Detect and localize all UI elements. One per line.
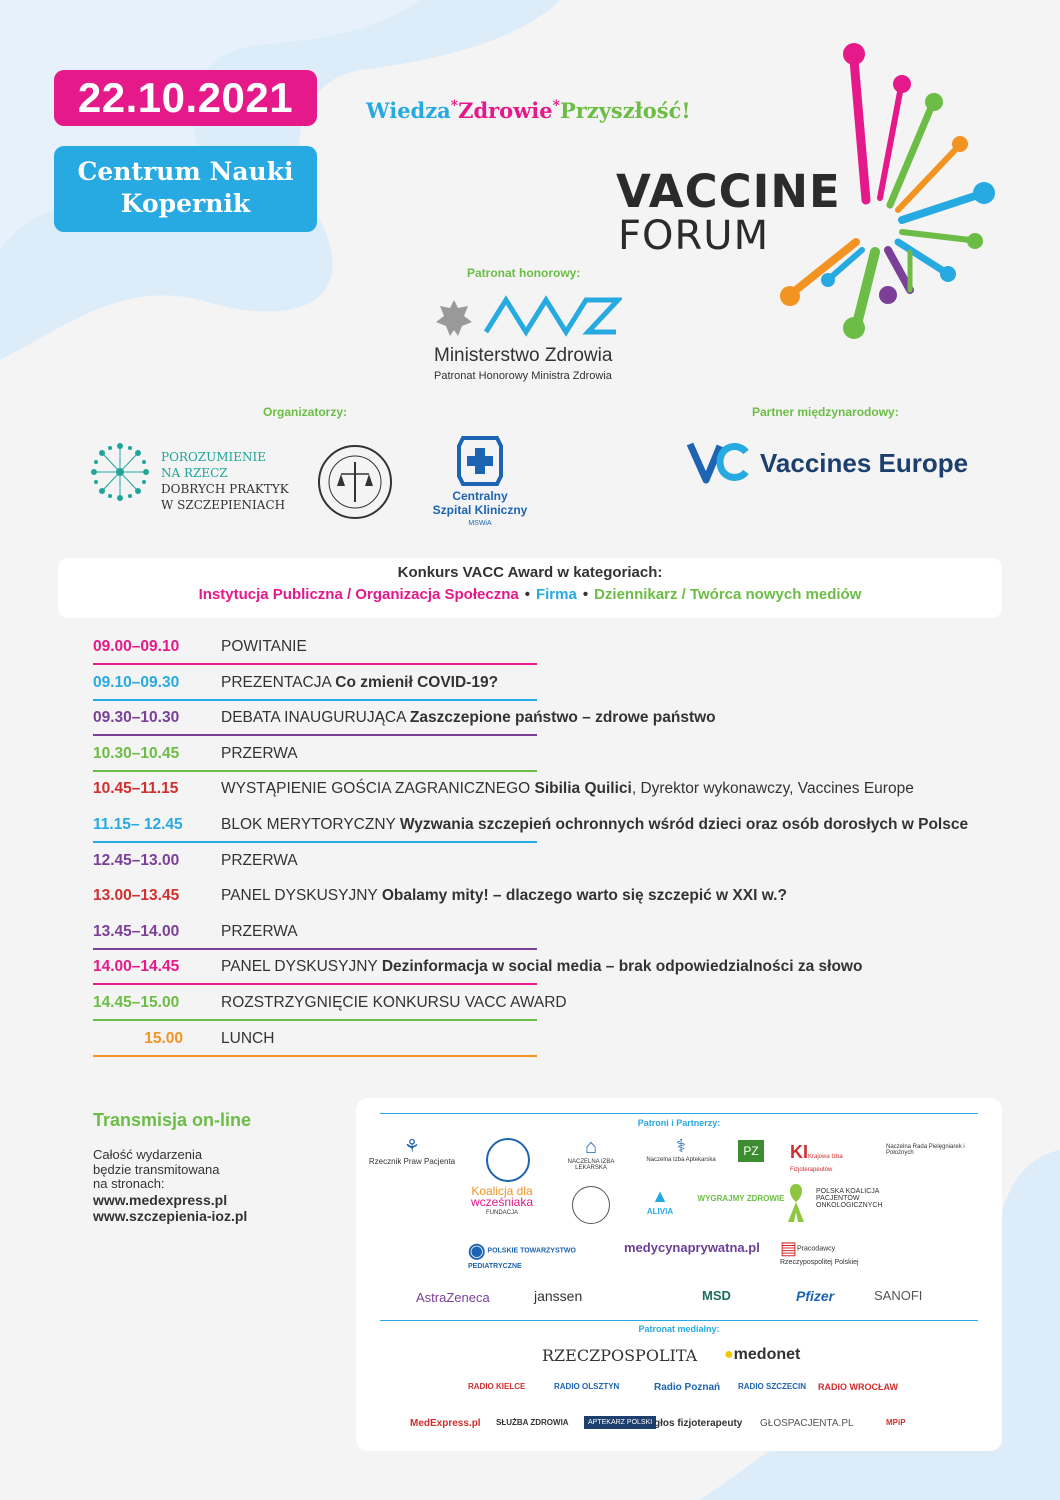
patronage-heading: Patronat honorowy:: [467, 266, 581, 280]
agenda-description: [221, 994, 567, 1012]
event-date: 22.10.2021: [54, 70, 317, 126]
agenda-time: 09.10–09.30: [93, 673, 180, 691]
transmission-line-1: Całość wydarzenia: [93, 1147, 203, 1162]
transmission-title: Transmisja on-line: [93, 1110, 252, 1130]
agenda-label: PANEL DYSKUSYJNY: [221, 887, 382, 905]
partner-logo-nil: [566, 1136, 616, 1171]
partner-logo-wygrajmy: WYGRAJMY ZDROWIE: [697, 1194, 785, 1203]
award-box: [58, 558, 1002, 618]
media-radio-wroclaw: RADIO WROCŁAW: [818, 1382, 898, 1392]
agenda-label: LUNCH: [221, 1029, 275, 1047]
agenda-label: PREZENTACJA: [221, 673, 336, 691]
agenda-description: [221, 1030, 274, 1048]
transmission-text: [93, 1148, 247, 1224]
tagline-star: *: [450, 98, 459, 114]
koalicja-line-2: wcześniaka: [470, 1195, 534, 1209]
transmission-line-2: będzie transmitowana: [93, 1161, 220, 1177]
agenda-time: 15.00: [144, 1029, 183, 1047]
media-mpip: MPiP: [886, 1418, 906, 1427]
agenda-time: 10.30–10.45: [93, 744, 180, 762]
ministry-logo-icon: [482, 294, 622, 338]
media-radio-kielce: RADIO KIELCE: [468, 1382, 526, 1391]
partner-logo-pkpo: POLSKA KOALICJA PACJENTÓW ONKOLOGICZNYCH: [816, 1188, 883, 1209]
tagline-wiedza: Wiedza: [366, 98, 451, 123]
partner-nia-name: Naczelna Izba Aptekarska: [646, 1157, 716, 1163]
media-heading: Patronat medialny:: [638, 1324, 720, 1334]
partner-name: Vaccines Europe: [760, 448, 969, 478]
agenda-row: [93, 1022, 1013, 1058]
media-rzeczpospolita: RZECZPOSPOLITA: [542, 1346, 698, 1365]
building-icon: ⌂: [584, 1136, 598, 1158]
organizers-heading: Organizatorzy:: [263, 405, 348, 419]
agenda-row: [93, 915, 1013, 951]
agenda-label: POWITANIE: [221, 638, 307, 655]
transmission-link-1[interactable]: www.medexpress.pl: [93, 1191, 228, 1208]
agenda-time: 13.00–13.45: [93, 887, 180, 905]
award-separator: •: [582, 586, 589, 603]
partner-logo-nia: [646, 1136, 716, 1163]
agenda-row: [93, 879, 1013, 915]
tagline-zdrowie: Zdrowie: [458, 98, 553, 123]
partner-logo-koalicja: [464, 1186, 540, 1219]
caduceus-icon: ⚕: [676, 1136, 686, 1156]
alivia-icon: ▲: [651, 1186, 669, 1206]
ministry-name: Ministerstwo Zdrowia: [434, 345, 613, 366]
agenda-time: 14.00–14.45: [93, 958, 180, 976]
agenda-time: 11.15– 12.45: [93, 815, 183, 833]
venue-line-1: Centrum Nauki: [77, 157, 294, 186]
partner-kif-name: Krajowa Izba Fizjoterapeutów: [790, 1154, 843, 1173]
agenda-bold: Zaszczepione państwo – zdrowe państwo: [409, 709, 716, 727]
transmission-line-3: na stronach:: [93, 1176, 165, 1191]
nil-seal-icon: [486, 1138, 530, 1182]
agenda-label: PRZERWA: [221, 851, 298, 869]
agenda-row: [93, 666, 1013, 702]
ministry-subtitle: Patronat Honorowy Ministra Zdrowia: [434, 370, 612, 382]
agenda-time: 10.45–11.15: [93, 780, 179, 798]
pharma-sanofi: SANOFI: [874, 1288, 923, 1303]
agenda-label: PRZERWA: [221, 744, 298, 762]
agenda-label: PANEL DYSKUSYJNY: [221, 958, 382, 976]
partner-logo-rpp: [366, 1136, 458, 1166]
agenda-row: [93, 701, 1013, 737]
agenda-label: PRZERWA: [221, 922, 298, 940]
csk-cross-icon: [457, 436, 503, 486]
partner-ptp-name: POLSKIE TOWARZYSTWO PEDIATRYCZNE: [468, 1247, 576, 1270]
agenda-time: 09.00–09.10: [93, 638, 180, 655]
pharma-pfizer: Pfizer: [796, 1288, 835, 1304]
ribbon-icon: [786, 1182, 806, 1224]
media-glos-pacjenta: GŁOSPACJENTA.PL: [760, 1418, 854, 1429]
partner-pracodawcy-name: Pracodawcy Rzeczypospolitej Polskiej: [780, 1245, 859, 1266]
tagline-przyszlosc: Przyszłość!: [559, 98, 691, 123]
pharma-astrazeneca: AstraZeneca: [416, 1290, 490, 1305]
agenda-time: 13.45–14.00: [93, 922, 180, 940]
partner-rpp-name: Rzecznik Praw Pacjenta: [368, 1157, 456, 1166]
agenda-bold: Sibilia Quilici: [534, 780, 632, 798]
agenda-description: [221, 852, 298, 870]
porozumienie-logo-icon: [88, 440, 152, 504]
media-glos-fizjoterapeuty: głos fizjoterapeuty: [654, 1418, 743, 1429]
venue-line-2: Kopernik: [120, 189, 251, 218]
agenda-row: [93, 772, 1013, 808]
partner-logo-nrpip: Naczelna Rada Pielęgniarek i Położnych: [886, 1144, 965, 1156]
csk-name: [420, 489, 540, 531]
event-venue: [54, 146, 317, 232]
agenda-bold: Wyzwania szczepień ochronnych wśród dzieci oraz osób dorosłych w Polsce: [399, 815, 969, 833]
forum-subtitle: FORUM: [618, 213, 770, 259]
porozumienie-line-3: DOBRYCH PRAKTYK: [161, 482, 289, 496]
porozumienie-line-4: W SZCZEPIENIACH: [161, 498, 286, 512]
agenda: [93, 630, 1013, 1057]
agenda-bold: Obalamy mity! – dlaczego warto się szczepić w XXI w.?: [381, 887, 787, 905]
media-sluzba-zdrowia: SŁUŻBA ZDROWIA: [496, 1418, 569, 1427]
agenda-description: [221, 674, 498, 692]
medonet-dot-icon: ●: [724, 1346, 734, 1363]
agenda-divider: [93, 1055, 537, 1057]
porozumienie-name: [161, 449, 289, 513]
agenda-description: [221, 887, 787, 905]
agenda-bold: Co zmienił COVID-19?: [335, 673, 499, 691]
agenda-description: [221, 709, 716, 727]
agenda-row: [93, 844, 1013, 880]
partners-divider: [380, 1113, 978, 1114]
agenda-time: 09.30–10.30: [93, 709, 180, 727]
agenda-description: [221, 816, 968, 834]
award-categories: [58, 586, 1002, 603]
agenda-description: [221, 780, 914, 798]
partners-panel: [356, 1098, 1002, 1451]
agenda-description: [221, 745, 298, 763]
agenda-label: WYSTĄPIENIE GOŚCIA ZAGRANICZNEGO: [221, 780, 535, 798]
partner-logo-kif: [790, 1142, 870, 1174]
agenda-tail: , Dyrektor wykonawczy, Vaccines Europe: [631, 780, 914, 798]
pharma-msd: MSD: [702, 1288, 731, 1303]
media-medexpress: MedExpress.pl: [410, 1418, 481, 1429]
koalicja-line-3: FUNDACJA: [485, 1210, 518, 1216]
agenda-label: DEBATA INAUGURUJĄCA: [221, 709, 410, 727]
agenda-row: [93, 630, 1013, 666]
agenda-description: [221, 958, 862, 976]
forum-title: VACCINE: [616, 165, 841, 218]
partner-logo-alivia: [640, 1186, 680, 1216]
csk-line-2: Szpital Kliniczny: [432, 503, 528, 517]
media-radio-szczecin: RADIO SZCZECIN: [738, 1382, 806, 1391]
agenda-time: 12.45–13.00: [93, 851, 180, 869]
medonet-name: medonet: [733, 1346, 801, 1363]
porozumienie-line-2: NA RZECZ: [161, 466, 228, 480]
agenda-description: [221, 638, 307, 656]
agenda-row: [93, 808, 1013, 844]
ioz-seal-icon: [317, 444, 393, 520]
association-seal-icon: [572, 1186, 610, 1224]
partner-nil-name: NACZELNA IZBA LEKARSKA: [567, 1159, 615, 1171]
media-radio-poznan: Radio Poznań: [654, 1382, 721, 1393]
koalicja-line-1: Koalicja dla: [471, 1184, 533, 1198]
eagle-emblem-icon: [434, 296, 474, 340]
tagline-star: *: [552, 98, 560, 114]
agenda-row: [93, 950, 1013, 986]
agenda-label: BLOK MERYTORYCZNY: [221, 815, 400, 833]
transmission-link-2[interactable]: www.szczepienia-ioz.pl: [93, 1207, 248, 1224]
media-radio-olsztyn: RADIO OLSZTYN: [554, 1382, 620, 1391]
agenda-bold: Dezinformacja w social media – brak odpowiedzialności za słowo: [381, 958, 863, 976]
rpp-icon: ⚘: [403, 1136, 421, 1156]
agenda-label: ROZSTRZYGNIĘCIE KONKURSU VACC AWARD: [221, 993, 567, 1011]
ptp-seal-icon: ◉: [468, 1240, 486, 1262]
vaccines-europe-logo-icon: [686, 438, 750, 486]
partner-heading: Partner międzynarodowy:: [752, 405, 899, 419]
kif-mark: KI: [790, 1142, 808, 1162]
partner-logo-pracodawcy: [780, 1238, 870, 1266]
partner-logo-pz: PZ: [738, 1140, 764, 1162]
media-medonet: [724, 1346, 800, 1364]
pracodawcy-icon: ▤: [780, 1238, 798, 1258]
partner-logo-ptp: [468, 1238, 588, 1270]
agenda-row: [93, 986, 1013, 1022]
partner-logo-medycyna: medycynaprywatna.pl: [624, 1240, 760, 1255]
award-separator: •: [524, 586, 530, 603]
pharma-janssen: janssen: [534, 1288, 583, 1304]
partner-alivia-name: ALIVIA: [646, 1207, 674, 1216]
agenda-description: [221, 923, 298, 941]
media-aptekarz: APTEKARZ POLSKI: [584, 1416, 656, 1429]
agenda-row: [93, 737, 1013, 773]
tagline: [366, 98, 691, 123]
csk-line-1: Centralny: [452, 489, 508, 503]
award-category-1: Instytucja Publiczna / Organizacja Społeczna: [198, 586, 519, 603]
porozumienie-line-1: POROZUMIENIE: [161, 450, 267, 464]
award-category-2: Firma: [535, 586, 577, 603]
media-divider: [380, 1320, 978, 1321]
agenda-time: 14.45–15.00: [93, 993, 180, 1011]
award-category-3: Dziennikarz / Twórca nowych mediów: [594, 586, 862, 603]
csk-line-3: MSWiA: [468, 520, 492, 527]
award-title: Konkurs VACC Award w kategoriach:: [397, 564, 663, 581]
partners-heading: Patroni i Partnerzy:: [637, 1118, 721, 1128]
